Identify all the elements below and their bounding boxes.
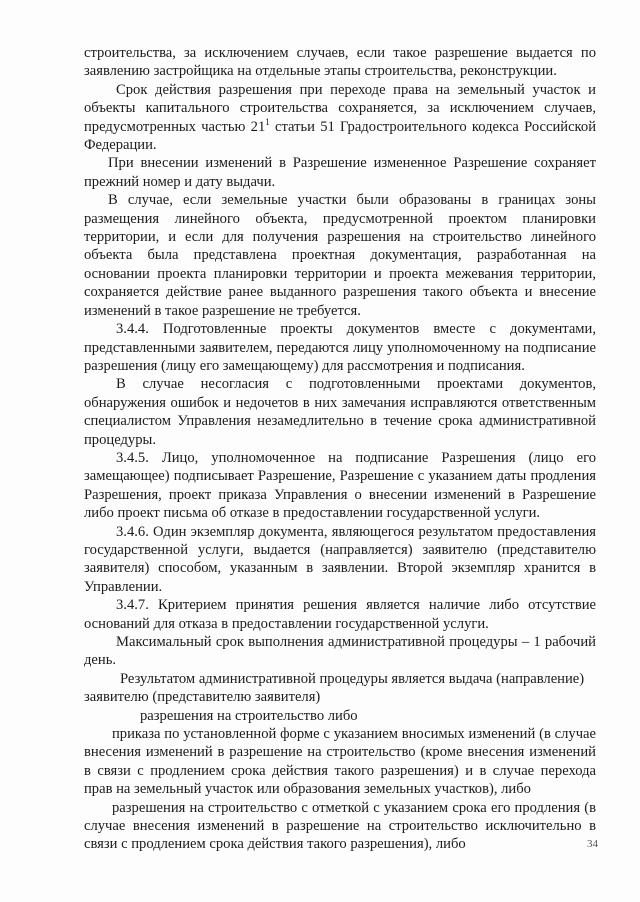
paragraph-text: Срок действия разрешения при переходе права на земельный участок и объекты капитального строительства сохраняется, за исключением случаев, предусмотренных частью 21 [84, 81, 596, 135]
paragraph: 3.4.7. Критерием принятия решения является наличие либо отсутствие оснований для отказа в предоставлении государственной услуги. [84, 597, 596, 632]
paragraph: приказа по установленной форме с указанием вносимых изменений (в случае внесения изменений в разрешение на строительство (кроме внесения изменений в связи с продлением срока действия такого разрешения) и в случае перехода прав на земельный участок или образования земельных участков), либо [84, 726, 596, 798]
paragraph: Результатом административной процедуры является выдача (направление) заявителю (представителю заявителя) [84, 670, 585, 706]
document-body [84, 44, 596, 854]
paragraph: При внесении изменений в Разрешение измененное Разрешение сохраняет прежний номер и дату выдачи. [84, 155, 596, 190]
paragraph: 3.4.6. Один экземпляр документа, являющегося результатом предоставления государственной услуги, выдается (направляется) заявителю (представителю заявителя) способом, указанным в заявлении. Второй экземпляр хранится в Управлении. [84, 523, 596, 595]
paragraph: В случае несогласия с подготовленными проектами документов, обнаружения ошибок и недочетов в них замечания исправляются ответственным специалистом Управления незамедлительно в течение срока административной процедуры. [84, 376, 596, 448]
paragraph: В случае, если земельные участки были образованы в границах зоны размещения линейного объекта, предусмотренной проектом планировки территории, и если для получения разрешения на строительство линейного объекта была представлена проектная документация, разработанная на основании проекта планировки территории и проекта межевания территории, сохраняется действие ранее выданного разрешения такого объекта и внесение изменений в такое разрешение не требуется. [84, 192, 596, 319]
paragraph: разрешения на строительство с отметкой с указанием срока его продления (в случае внесения изменений в разрешение на строительство исключительно в связи с продлением срока действия такого разрешения), либо [84, 799, 596, 853]
paragraph: разрешения на строительство либо [140, 707, 358, 724]
paragraph: Максимальный срок выполнения административной процедуры – 1 рабочий день. [84, 634, 596, 669]
superscript: 1 [265, 116, 270, 127]
paragraph: строительства, за исключением случаев, если такое разрешение выдается по заявлению застройщика на отдельные этапы строительства, реконструкции. [84, 45, 596, 80]
page-number: 34 [587, 838, 598, 850]
paragraph: 3.4.4. Подготовленные проекты документов вместе с документами, представленными заявителем, передаются лицу уполномоченному на подписание разрешения (лицу его замещающему) для рассмотрения и подписания. [84, 321, 596, 374]
paragraph: 3.4.5. Лицо, уполномоченное на подписание Разрешения (лицо его замещающее) подписывает Разрешение, Разрешение с указанием даты продления Разрешения, проект приказа Управления о внесении изменений в Разрешение либо проект письма об отказе в предоставлении государственной услуги. [84, 449, 596, 522]
paragraph-text: статьи 51 Градостроительного кодекса Российской Федерации. [84, 118, 596, 154]
paragraph [84, 81, 596, 155]
